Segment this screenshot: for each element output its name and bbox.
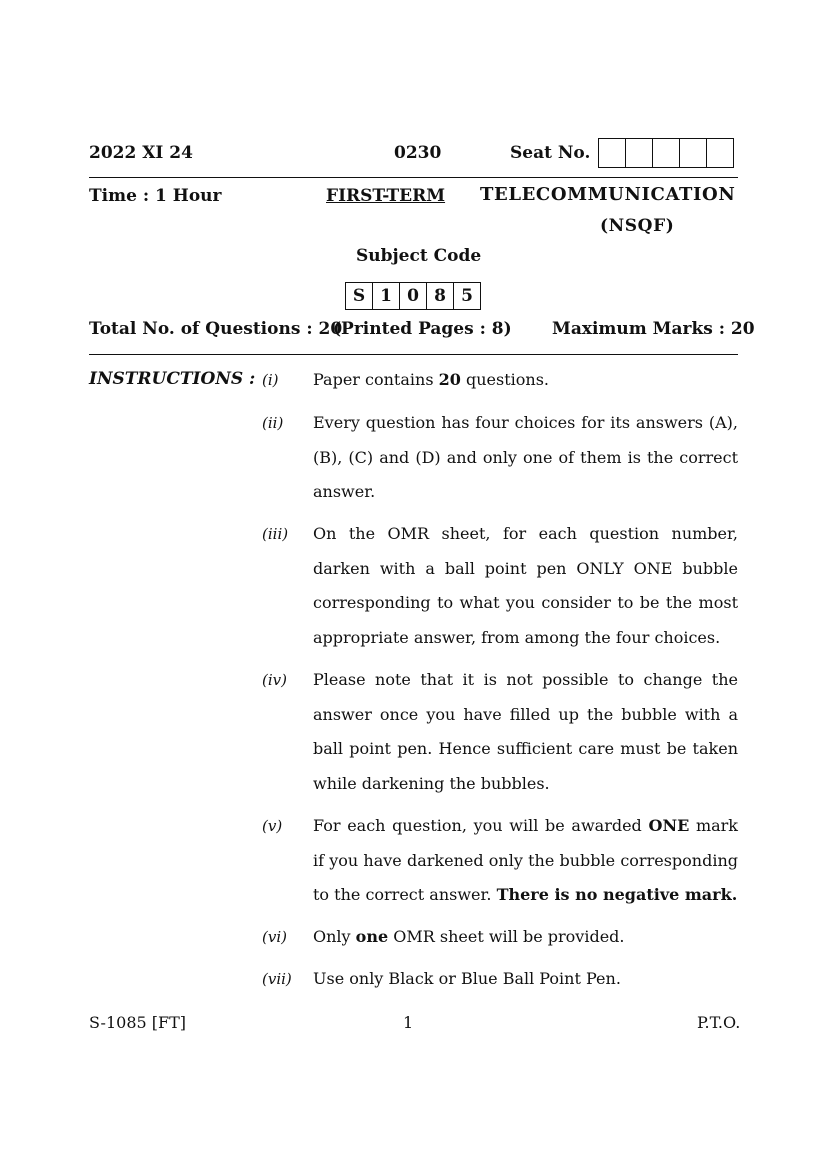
seat-number-cell <box>599 139 626 167</box>
subject-code-digit: 8 <box>427 283 454 309</box>
instruction-number: (v) <box>262 817 283 835</box>
instruction-number: (vii) <box>262 970 292 988</box>
instruction-text: Please note that it is not possible to change the answer once you have filled up the bubble with a ball point pen. Hence sufficient care must be taken while darkening the bubbles. <box>313 670 738 793</box>
instruction-number: (i) <box>262 371 279 389</box>
instruction-text: Use only Black or Blue Ball Point Pen. <box>313 969 621 988</box>
instruction-text: Every question has four choices for its answers (A), (B), (C) and (D) and only one of them is the correct answer. <box>313 413 738 501</box>
instruction-number: (iv) <box>262 671 287 689</box>
instruction-text: Paper contains 20 questions. <box>313 370 549 389</box>
instruction-item <box>262 363 738 398</box>
instruction-number: (ii) <box>262 414 284 432</box>
seat-number-cell <box>653 139 680 167</box>
seat-number-cell <box>680 139 707 167</box>
instructions-heading: INSTRUCTIONS : <box>89 369 256 389</box>
instruction-text: On the OMR sheet, for each question number, darken with a ball point pen ONLY ONE bubble corresponding to what you consider to be the most appropriate answer, from among the four choices. <box>313 524 738 647</box>
instructions-divider <box>89 354 738 355</box>
subject-title: TELECOMMUNICATION <box>480 184 736 205</box>
footer-pto: P.T.O. <box>697 1013 741 1032</box>
instruction-item <box>262 962 738 997</box>
seat-number-cell <box>626 139 653 167</box>
paper-code: 0230 <box>394 143 442 163</box>
subject-code-digit: 5 <box>461 286 473 306</box>
exam-series-code: 2022 XI 24 <box>89 143 193 163</box>
instruction-item <box>262 406 738 510</box>
exam-time: Time : 1 Hour <box>89 186 222 206</box>
subject-code-label: Subject Code <box>356 246 482 266</box>
footer-paper-id: S-1085 [FT] <box>89 1013 187 1032</box>
subject-code-boxes <box>345 282 481 310</box>
instruction-number: (vi) <box>262 928 287 946</box>
instruction-text: Only one OMR sheet will be provided. <box>313 927 625 946</box>
subject-subtitle: (NSQF) <box>600 216 675 236</box>
exam-term: FIRST-TERM <box>326 186 446 206</box>
subject-code-digit: 0 <box>400 283 427 309</box>
footer-page-number: 1 <box>403 1013 414 1032</box>
instruction-item <box>262 809 738 913</box>
subject-code-digit: 1 <box>373 283 400 309</box>
instruction-item <box>262 517 738 655</box>
maximum-marks: Maximum Marks : 20 <box>552 319 755 339</box>
total-questions: Total No. of Questions : 20 <box>89 319 343 339</box>
header-divider <box>89 177 738 178</box>
seat-number-label: Seat No. <box>510 143 591 163</box>
seat-number-cell <box>707 139 733 167</box>
instruction-item <box>262 920 738 955</box>
seat-number-boxes <box>598 138 734 168</box>
instruction-item <box>262 663 738 801</box>
printed-pages: (Printed Pages : 8) <box>333 319 512 339</box>
subject-code-digit: S <box>346 283 373 309</box>
instruction-text: For each question, you will be awarded ONE mark if you have darkened only the bubble corresponding to the correct answer. There is no negative mark. <box>313 816 739 904</box>
instruction-number: (iii) <box>262 525 289 543</box>
